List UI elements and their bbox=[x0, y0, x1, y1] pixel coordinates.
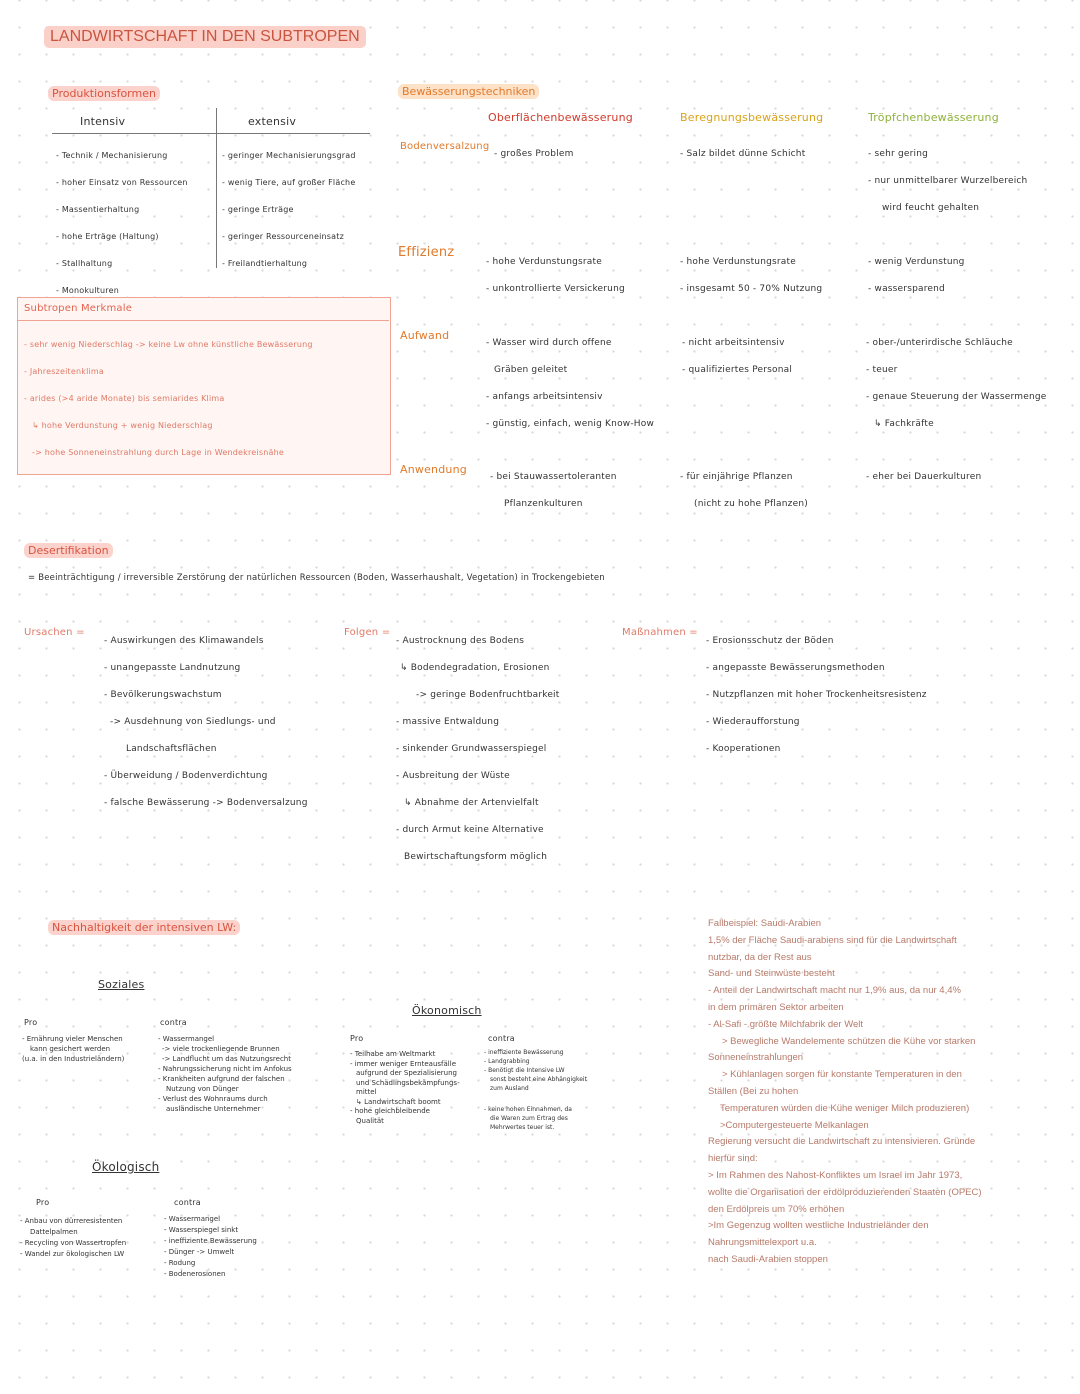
ursachen-label: Ursachen = bbox=[24, 627, 85, 638]
cell-line: - wassersparend bbox=[868, 284, 945, 294]
list-item: - geringer Mechanisierungsgrad bbox=[222, 151, 356, 160]
oekologisch-heading: Ökologisch bbox=[92, 1160, 160, 1174]
list-item: - Bodenerosionen bbox=[164, 1270, 226, 1278]
list-item: - sinkender Grundwasserspiegel bbox=[396, 744, 547, 754]
list-item: - Wasserspiegel sinkt bbox=[164, 1226, 239, 1234]
cell-line: - wenig Verdunstung bbox=[868, 257, 965, 267]
case-line: Ställen (Bei zu hohen bbox=[708, 1085, 799, 1097]
cell-line: - bei Stauwassertoleranten bbox=[490, 472, 617, 482]
fallbeispiel bbox=[708, 916, 982, 1269]
nachhaltigkeit-heading: Nachhaltigkeit der intensiven LW: bbox=[48, 920, 240, 935]
cell-line: - nicht arbeitsintensiv bbox=[682, 338, 785, 348]
case-line: > Kühlanlagen sorgen für konstante Temperaturen in den bbox=[722, 1069, 962, 1081]
list-item: Dattelpalmen bbox=[30, 1228, 78, 1236]
list-item: - Überweidung / Bodenverdichtung bbox=[104, 771, 268, 781]
case-line: - Al-Safi - größte Milchfabrik der Welt bbox=[708, 1018, 864, 1030]
list-item: Bewirtschaftungsform möglich bbox=[404, 852, 548, 862]
produktion-divider-v bbox=[216, 108, 217, 268]
cell-anwendung-c1 bbox=[490, 464, 617, 518]
cell-line: ↳ Fachkräfte bbox=[874, 419, 934, 429]
cell-line: - anfangs arbeitsintensiv bbox=[486, 392, 603, 402]
cell-line: - ober-/unterirdische Schläuche bbox=[866, 338, 1013, 348]
list-item: - Bevölkerungswachstum bbox=[104, 690, 222, 700]
cell-line: - sehr gering bbox=[868, 149, 929, 159]
list-item: - immer weniger Ernteausfälle bbox=[350, 1059, 456, 1068]
soziales-heading: Soziales bbox=[98, 978, 145, 991]
list-item: -> Ausdehnung von Siedlungs- und bbox=[110, 717, 276, 727]
desert-definition: = Beeinträchtigung / irreversible Zerstörung der natürlichen Ressourcen (Boden, Wasserhaushalt, Vegetation) in Trockengebieten bbox=[28, 573, 605, 583]
list-item: zum Ausland bbox=[490, 1085, 529, 1092]
soziales-contra-list bbox=[158, 1034, 292, 1114]
list-item: ↳ Abnahme der Artenvielfalt bbox=[404, 798, 539, 808]
oekonomisch-heading: Ökonomisch bbox=[412, 1004, 482, 1017]
list-item: - hoher Einsatz von Ressourcen bbox=[56, 178, 188, 187]
list-item: - Nahrungssicherung nicht im Anfokus bbox=[158, 1065, 292, 1073]
cell-aufwand-c1 bbox=[486, 330, 654, 438]
case-line: Regierung versucht die Landwirtschaft zu intensivieren. Gründe bbox=[708, 1136, 976, 1148]
list-item: - wenig Tiere, auf großer Fläche bbox=[222, 178, 356, 187]
list-item: und Schädlingsbekämpfungs- bbox=[356, 1078, 460, 1087]
list-item: - Jahreszeitenklima bbox=[24, 367, 105, 376]
list-item: - Auswirkungen des Klimawandels bbox=[104, 636, 264, 646]
produktion-divider-h bbox=[52, 133, 370, 134]
case-line: - Anteil der Landwirtschaft macht nur 1,9% aus, da nur 4,4% bbox=[708, 985, 961, 997]
list-item: - Verlust des Wohnraums durch bbox=[158, 1095, 268, 1103]
extensiv-label: extensiv bbox=[248, 115, 297, 128]
cell-line: - hohe Verdunstungsrate bbox=[680, 257, 796, 267]
case-line: nach Saudi-Arabien stoppen bbox=[708, 1253, 828, 1265]
list-item: - angepasste Bewässerungsmethoden bbox=[706, 663, 885, 673]
cell-bodenversalzung-c1 bbox=[494, 141, 574, 168]
cell-effizienz-c1 bbox=[486, 249, 625, 303]
extensiv-list bbox=[222, 142, 356, 277]
cell-anwendung-c3 bbox=[866, 464, 981, 491]
cell-line: (nicht zu hohe Pflanzen) bbox=[694, 499, 808, 509]
list-item: - hohe Erträge (Haltung) bbox=[56, 232, 159, 241]
list-item: - Nutzpflanzen mit hoher Trockenheitsresistenz bbox=[706, 690, 927, 700]
cell-aufwand-c2 bbox=[682, 330, 792, 384]
cell-line: - teuer bbox=[866, 365, 898, 375]
list-item: -> hohe Sonneneinstrahlung durch Lage in Wendekreisnähe bbox=[32, 448, 284, 457]
list-item: ↳ Bodendegradation, Erosionen bbox=[400, 663, 550, 673]
cell-line: - nur unmittelbarer Wurzelbereich bbox=[868, 176, 1028, 186]
list-item: ↳ Landwirtschaft boomt bbox=[356, 1097, 441, 1106]
merkmale-heading: Subtropen Merkmale bbox=[24, 303, 133, 314]
cell-line: - insgesamt 50 - 70% Nutzung bbox=[680, 284, 823, 294]
list-item: Mehrwertes teuer ist. bbox=[490, 1124, 555, 1131]
list-item: - Rodung bbox=[164, 1259, 196, 1267]
list-item: - Anbau von dürreresistenten bbox=[20, 1217, 123, 1225]
list-item: ausländische Unternehmer bbox=[166, 1105, 261, 1113]
list-item: - Stallhaltung bbox=[56, 259, 113, 268]
list-item: - Benötigt die Intensive LW bbox=[484, 1067, 565, 1074]
cell-line: Pflanzenkulturen bbox=[504, 499, 583, 509]
merkmale-list bbox=[24, 331, 313, 466]
row-label-bodenversalzung: Bodenversalzung bbox=[400, 141, 490, 152]
merkmale-divider bbox=[17, 320, 389, 321]
folgen-label: Folgen = bbox=[344, 627, 391, 638]
list-item: Nutzung von Dünger bbox=[166, 1085, 239, 1093]
list-item: - Ernährung vieler Menschen bbox=[22, 1035, 123, 1043]
bewaesserung-heading: Bewässerungstechniken bbox=[398, 84, 539, 99]
list-item: - unangepasste Landnutzung bbox=[104, 663, 241, 673]
list-item: - ineffiziente Bewässerung bbox=[164, 1237, 257, 1245]
row-label-aufwand: Aufwand bbox=[400, 329, 450, 342]
ursachen-list bbox=[104, 628, 308, 817]
list-item: aufgrund der Spezialisierung bbox=[356, 1069, 457, 1077]
produktion-heading: Produktionsformen bbox=[48, 86, 160, 101]
case-line: Fallbeispiel: Saudi-Arabien bbox=[708, 918, 822, 929]
col-troepfchen: Tröpfchenbewässerung bbox=[868, 111, 999, 124]
list-item: - Wandel zur ökologischen LW bbox=[20, 1250, 125, 1258]
list-item: - Wiederaufforstung bbox=[706, 717, 800, 727]
cell-effizienz-c2 bbox=[680, 249, 822, 303]
list-item: Qualität bbox=[356, 1116, 384, 1125]
case-line: Sonneneinstrahlungen bbox=[708, 1052, 804, 1064]
case-line: > Bewegliche Wandelemente schützen die Kühe vor starken bbox=[722, 1035, 976, 1047]
soziales-pro-label: Pro bbox=[24, 1018, 38, 1027]
folgen-list bbox=[396, 628, 560, 871]
cell-line: wird feucht gehalten bbox=[882, 203, 980, 213]
list-item: - Monokulturen bbox=[56, 286, 119, 295]
cell-line: Gräben geleitet bbox=[494, 365, 568, 375]
case-line: wollte die Organisation der erdölproduzierenden Staaten (OPEC) bbox=[708, 1186, 982, 1198]
list-item: - Dünger -> Umwelt bbox=[164, 1248, 235, 1256]
list-item: - massive Entwaldung bbox=[396, 717, 500, 727]
list-item: - Massentierhaltung bbox=[56, 205, 140, 214]
massnahmen-list bbox=[706, 628, 927, 763]
col-beregnung: Beregnungsbewässerung bbox=[680, 111, 824, 124]
list-item: - Kooperationen bbox=[706, 744, 781, 754]
case-line: Temperaturen würden die Kühe weniger Milch produzieren) bbox=[720, 1102, 970, 1114]
cell-aufwand-c3 bbox=[866, 330, 1047, 438]
list-item: - Technik / Mechanisierung bbox=[56, 151, 168, 160]
list-item: - geringer Ressourceneinsatz bbox=[222, 232, 344, 241]
case-line: > Im Rahmen des Nahost-Konfliktes um Israel im Jahr 1973, bbox=[708, 1169, 963, 1181]
oekologisch-pro-label: Pro bbox=[36, 1198, 50, 1207]
row-label-anwendung: Anwendung bbox=[400, 463, 467, 476]
soziales-pro-list bbox=[22, 1034, 124, 1064]
list-item: - durch Armut keine Alternative bbox=[396, 825, 544, 835]
list-item: - sehr wenig Niederschlag -> keine Lw ohne künstliche Bewässerung bbox=[24, 340, 313, 349]
list-item: kann gesichert werden bbox=[30, 1045, 111, 1053]
list-item: - Freilandtierhaltung bbox=[222, 259, 308, 268]
list-item: (u.a. in den Industrieländern) bbox=[22, 1055, 125, 1063]
cell-effizienz-c3 bbox=[868, 249, 965, 303]
cell-bodenversalzung-c2 bbox=[680, 141, 805, 168]
list-item: - Ausbreitung der Wüste bbox=[396, 771, 510, 781]
cell-anwendung-c2 bbox=[680, 464, 808, 518]
list-item: -> viele trockenliegende Brunnen bbox=[162, 1045, 280, 1053]
cell-line: - für einjährige Pflanzen bbox=[680, 472, 793, 482]
row-label-effizienz: Effizienz bbox=[398, 245, 455, 260]
oekonomisch-pro-label: Pro bbox=[350, 1034, 364, 1043]
cell-line: - günstig, einfach, wenig Know-How bbox=[486, 419, 655, 429]
list-item: - Wassermangel bbox=[158, 1035, 215, 1043]
cell-line: - großes Problem bbox=[494, 149, 574, 159]
list-item: die Waren zum Ertrag des bbox=[490, 1115, 568, 1122]
oekonomisch-pro-list bbox=[350, 1050, 460, 1126]
list-item: mittel bbox=[356, 1088, 377, 1096]
list-item: - Krankheiten aufgrund der falschen bbox=[158, 1075, 285, 1083]
list-item: - falsche Bewässerung -> Bodenversalzung bbox=[104, 798, 308, 808]
page-title: LANDWIRTSCHAFT IN DEN SUBTROPEN bbox=[44, 26, 366, 48]
cell-line: - unkontrollierte Versickerung bbox=[486, 284, 625, 294]
list-item: ↳ hohe Verdunstung + wenig Niederschlag bbox=[32, 421, 213, 430]
list-item: - Austrocknung des Bodens bbox=[396, 636, 525, 646]
case-line: hierfür sind: bbox=[708, 1153, 758, 1165]
case-line: 1,5% der Fläche Saudi-arabiens sind für die Landwirtschaft bbox=[708, 934, 957, 946]
intensiv-list bbox=[56, 142, 188, 304]
list-item: - Teilhabe am Weltmarkt bbox=[350, 1050, 436, 1058]
list-item: - arides (>4 aride Monate) bis semiarides Klima bbox=[24, 394, 225, 403]
oekonomisch-contra-label: contra bbox=[488, 1034, 515, 1043]
desert-heading: Desertifikation bbox=[24, 543, 113, 558]
list-item: sonst besteht eine Abhängigkeit bbox=[490, 1076, 587, 1083]
case-line: den Erdölpreis um 70% erhöhen bbox=[708, 1203, 845, 1215]
case-line: Nahrungsmittelexport u.a. bbox=[708, 1237, 817, 1249]
list-item: - keine hohen Einnahmen, da bbox=[484, 1106, 572, 1113]
intensiv-label: Intensiv bbox=[80, 115, 126, 128]
oekologisch-contra-list bbox=[164, 1214, 257, 1280]
case-line: >Im Gegenzug wollten westliche Industrieländer den bbox=[708, 1220, 929, 1232]
col-oberflaeche: Oberflächenbewässerung bbox=[488, 111, 633, 124]
cell-line: - eher bei Dauerkulturen bbox=[866, 472, 982, 482]
list-item: - geringe Erträge bbox=[222, 205, 294, 214]
soziales-contra-label: contra bbox=[160, 1018, 187, 1027]
cell-line: - Wasser wird durch offene bbox=[486, 338, 612, 348]
list-item: - Wassermangel bbox=[164, 1215, 221, 1223]
list-item: Landschaftsflächen bbox=[126, 744, 217, 754]
list-item: - hohe gleichbleibende bbox=[350, 1107, 430, 1115]
list-item: -> Landflucht um das Nutzungsrecht bbox=[162, 1055, 291, 1063]
cell-bodenversalzung-c3 bbox=[868, 141, 1027, 222]
list-item: - Landgrabbing bbox=[484, 1058, 530, 1065]
list-item: -> geringe Bodenfruchtbarkeit bbox=[416, 690, 560, 700]
case-line: Sand- und Steinwüste besteht bbox=[708, 968, 835, 980]
oekologisch-pro-list bbox=[20, 1216, 126, 1260]
list-item: - ineffiziente Bewässerung bbox=[484, 1049, 564, 1056]
cell-line: - hohe Verdunstungsrate bbox=[486, 257, 602, 267]
oekologisch-contra-label: contra bbox=[174, 1198, 201, 1207]
cell-line: - Salz bildet dünne Schicht bbox=[680, 149, 806, 159]
massnahmen-label: Maßnahmen = bbox=[622, 627, 698, 638]
case-line: >Computergesteuerte Melkanlagen bbox=[720, 1119, 869, 1131]
list-item: - Erosionsschutz der Böden bbox=[706, 636, 834, 646]
case-line: in dem primären Sektor arbeiten bbox=[708, 1001, 844, 1013]
oekonomisch-contra-list bbox=[484, 1048, 587, 1132]
cell-line: - qualifiziertes Personal bbox=[682, 365, 793, 375]
cell-line: - genaue Steuerung der Wassermenge bbox=[866, 392, 1047, 402]
case-line: nutzbar, da der Rest aus bbox=[708, 951, 812, 963]
list-item: - Recycling von Wassertropfen bbox=[20, 1239, 127, 1247]
